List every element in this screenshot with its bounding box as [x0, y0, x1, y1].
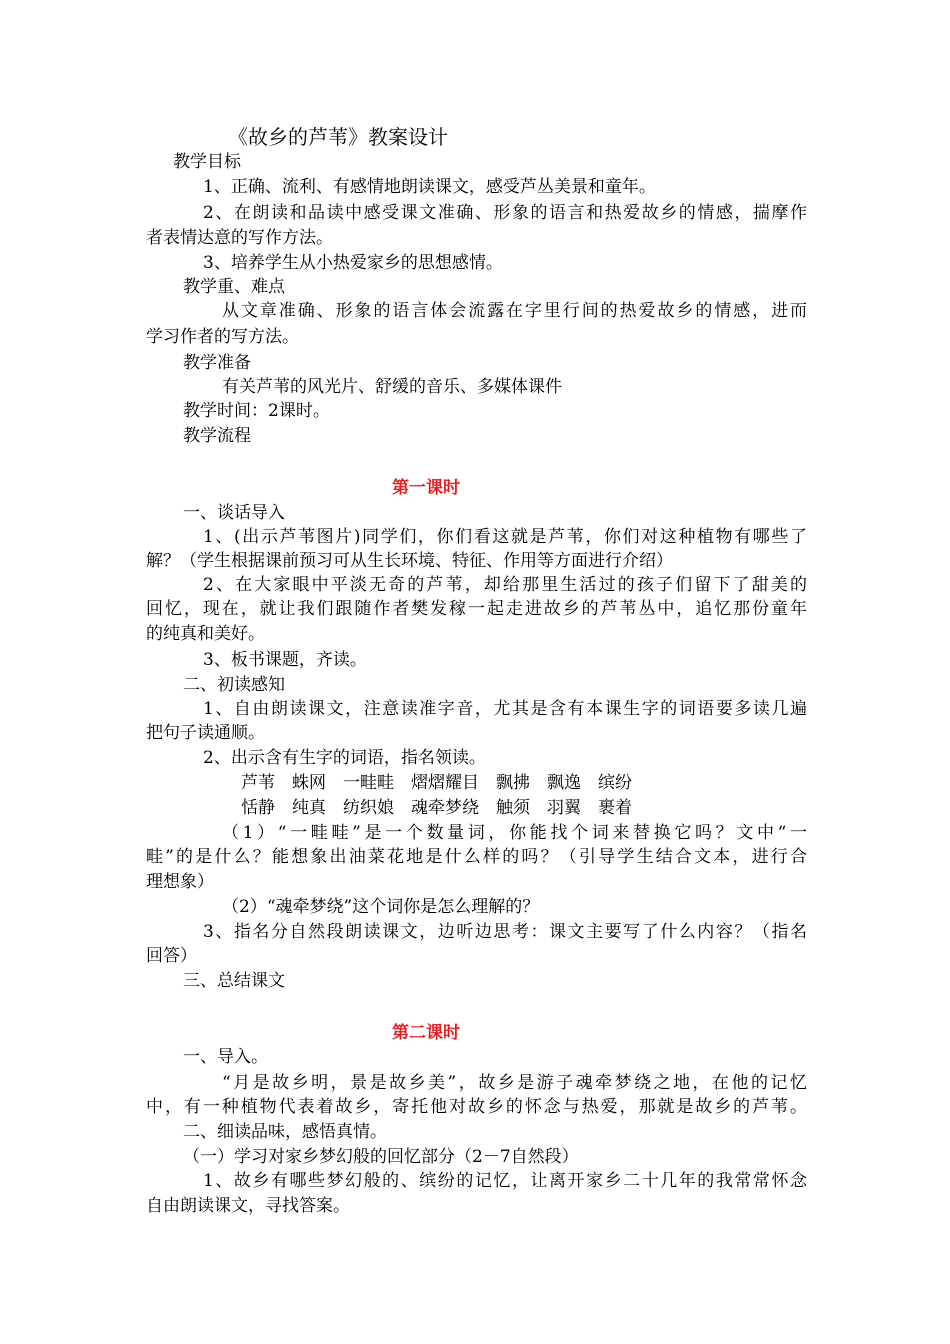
- lesson1-s1-p2-line1: 2、在大家眼中平淡无奇的芦苇，却给那里生活过的孩子们留下了甜美的: [203, 575, 807, 595]
- lesson1-s2-p1-line2: 把句子读通顺。: [146, 723, 265, 743]
- lesson1-title: 第一课时: [392, 478, 460, 498]
- lesson2-title: 第二课时: [392, 1023, 460, 1043]
- lesson1-s1-p3: 3、板书课题，齐读。: [203, 650, 367, 670]
- prep-heading: 教学准备: [183, 353, 251, 373]
- lesson1-section1-heading: 一、谈话导入: [183, 503, 285, 523]
- question1-line1: （1）“一畦畦”是一个数量词，你能找个词来替换它吗？文中“一: [222, 823, 807, 843]
- lesson1-s1-p1-line2: 解？（学生根据课前预习可从生长环境、特征、作用等方面进行介绍）: [146, 551, 673, 571]
- keypoints-heading: 教学重、难点: [183, 277, 285, 297]
- lesson1-s1-p2-line3: 的纯真和美好。: [146, 624, 265, 644]
- lesson2-subsection1: （一）学习对家乡梦幻般的回忆部分（2－7自然段）: [183, 1147, 579, 1167]
- prep-text: 有关芦苇的风光片、舒缓的音乐、多媒体课件: [222, 377, 562, 397]
- keypoints-text-line2: 学习作者的写方法。: [146, 327, 299, 347]
- lesson1-s2-p3-line1: 3、指名分自然段朗读课文，边听边思考：课文主要写了什么内容？（指名: [203, 922, 807, 942]
- lesson2-s1-p-line2: 中，有一种植物代表着故乡，寄托他对故乡的怀念与热爱，那就是故乡的芦苇。: [146, 1097, 807, 1117]
- lesson1-s2-p3-line2: 回答）: [146, 946, 197, 966]
- lesson2-section1-heading: 一、导入。: [183, 1047, 268, 1067]
- lesson1-s1-p1-line1: 1、(出示芦苇图片)同学们，你们看这就是芦苇，你们对这种植物有哪些了: [203, 527, 807, 547]
- question1-line3: 理想象）: [146, 872, 214, 892]
- goals-heading: 教学目标: [173, 152, 241, 172]
- goal-item-1: 1、正确、流利、有感情地朗读课文，感受芦丛美景和童年。: [203, 177, 656, 197]
- lesson2-s1-p-line1: “月是故乡明，景是故乡美”，故乡是游子魂牵梦绕之地，在他的记忆: [222, 1073, 807, 1093]
- vocab-row-1: 芦苇 蛛网 一畦畦 熠熠耀目 飘拂 飘逸 缤纷: [241, 773, 632, 793]
- lesson1-s2-p1-line1: 1、自由朗读课文，注意读准字音，尤其是含有本课生字的词语要多读几遍: [203, 699, 807, 719]
- keypoints-text-line1: 从文章准确、形象的语言体会流露在字里行间的热爱故乡的情感，进而: [222, 301, 807, 321]
- goal-item-2-line2: 者表情达意的写作方法。: [146, 228, 333, 248]
- flow-heading: 教学流程: [183, 426, 251, 446]
- vocab-row-2: 恬静 纯真 纺织娘 魂牵梦绕 触须 羽翼 裹着: [241, 798, 632, 818]
- lesson1-s1-p2-line2: 回忆，现在，就让我们跟随作者樊发稼一起走进故乡的芦苇丛中，追忆那份童年: [146, 599, 807, 619]
- page-title: 《故乡的芦苇》教案设计: [228, 125, 448, 149]
- lesson2-p1-line1: 1、故乡有哪些梦幻般的、缤纷的记忆，让离开家乡二十几年的我常常怀念: [203, 1171, 807, 1191]
- lesson2-section2-heading: 二、细读品味，感悟真情。: [183, 1122, 387, 1142]
- teaching-time: 教学时间：2课时。: [183, 401, 330, 421]
- lesson2-p1-line2: 自由朗读课文，寻找答案。: [146, 1196, 350, 1216]
- goal-item-2-line1: 2、在朗读和品读中感受课文准确、形象的语言和热爱故乡的情感，揣摩作: [203, 203, 807, 223]
- goal-item-3: 3、培养学生从小热爱家乡的思想感情。: [203, 253, 503, 273]
- question2: （2）“魂牵梦绕”这个词你是怎么理解的？: [222, 897, 540, 917]
- lesson1-section2-heading: 二、初读感知: [183, 675, 285, 695]
- lesson1-section3-heading: 三、总结课文: [183, 971, 285, 991]
- question1-line2: 畦”的是什么？能想象出油菜花地是什么样的吗？（引导学生结合文本，进行合: [146, 847, 807, 867]
- lesson1-s2-p2: 2、出示含有生字的词语，指名领读。: [203, 748, 486, 768]
